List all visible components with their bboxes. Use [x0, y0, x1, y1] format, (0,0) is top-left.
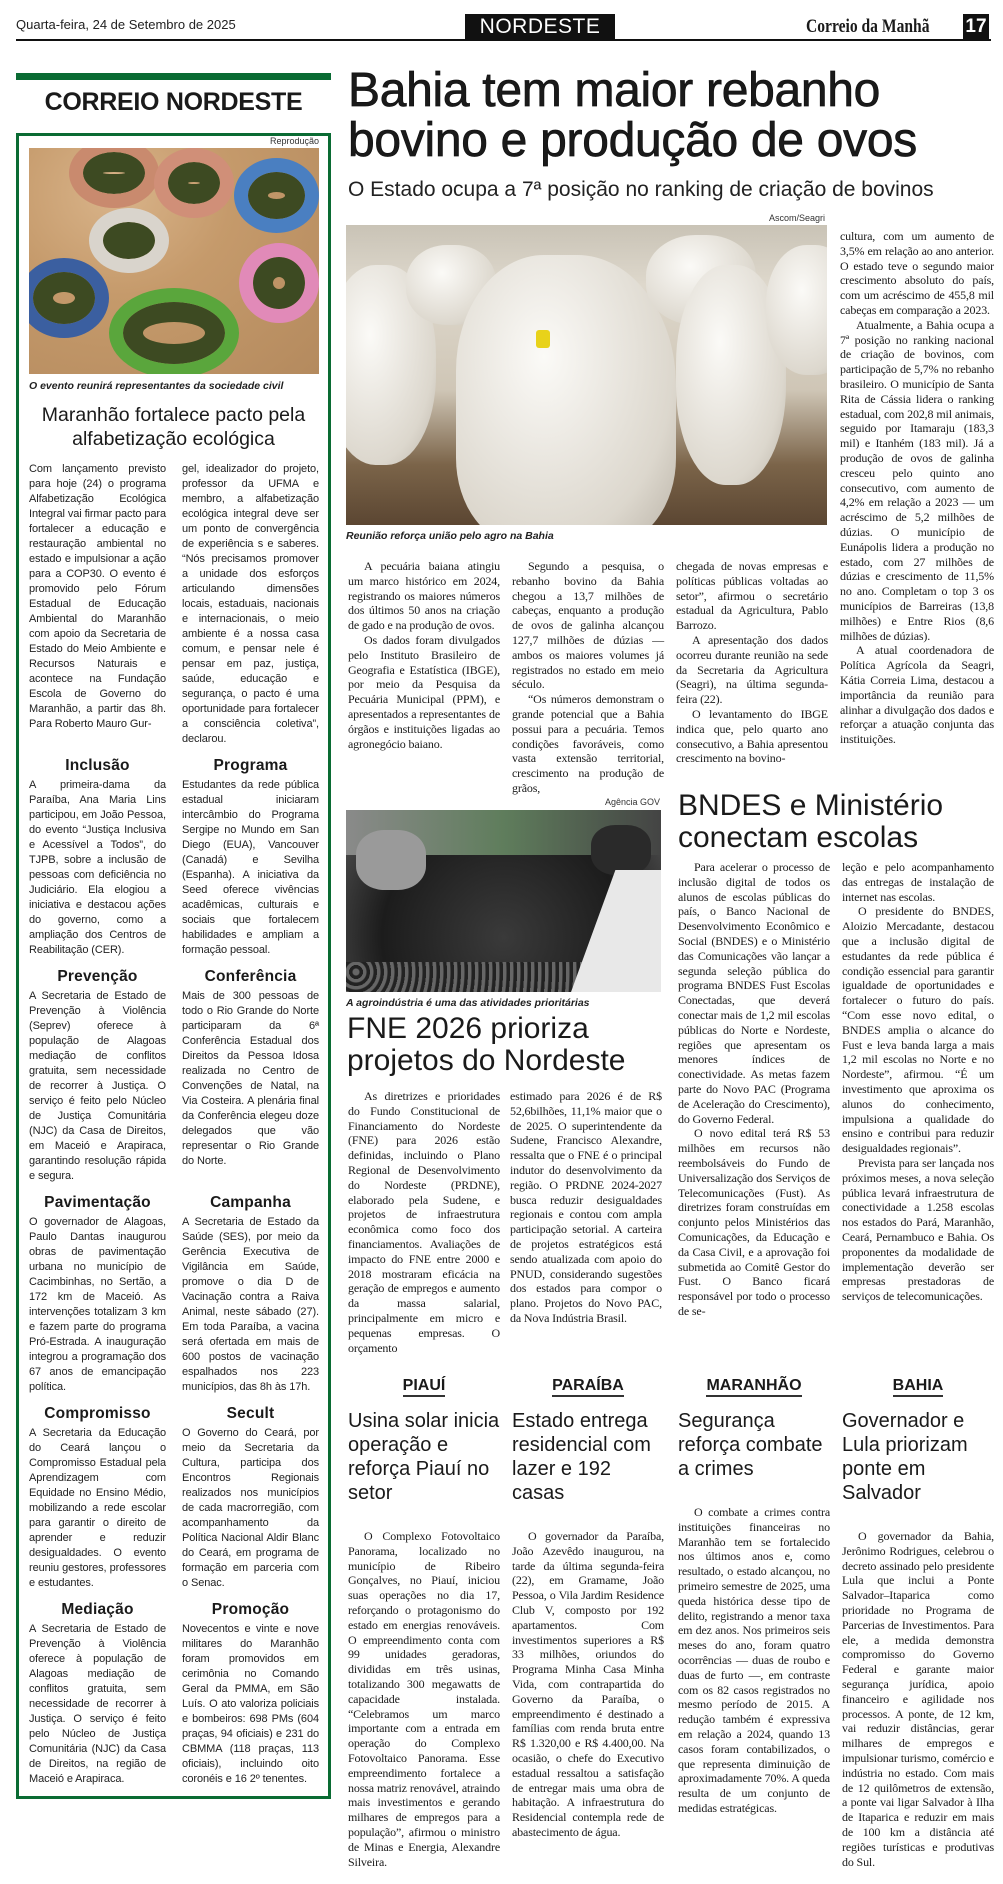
sidebar-brief: [29, 958, 166, 1184]
state-story-paraiba: [512, 1377, 664, 1840]
fne-photo-grapes: [346, 810, 661, 992]
brief-text: Mais de 300 pessoas de todo o Rio Grande do Norte participaram da 6ª Conferência Estadual dos Direitos da Pessoa Idosa realizada no Centro de Convenções de Natal, na Via Costeira. A plenária final da Conferência elegeu doze delegados que vão representar o Rio Grande do Norte.: [182, 990, 319, 1167]
state-headline: Governador e Lula priorizam ponte em Salvador: [842, 1410, 968, 1504]
sidebar-lead-col1: Com lançamento previsto para hoje (24) o programa Alfabetização Ecológica Integral vai firmar pacto para fortalecer a educação e restauração ambiental no estado e impulsionar a ação para a COP30. O evento é promovido pelo Fórum Estadual de Educação Ambiental do Maranhão com apoio da Secretaria de Estado do Meio Ambiente e Recursos Naturais e acontece na Fundação Escola de Governo do Maranhão, a partir das 8h. Para Roberto Mauro Gur-: [29, 463, 167, 730]
brief-text: A Secretaria da Educação do Ceará lançou o Compromisso Estadual pela Aprendizagem com Equidade no Ensino Médio, mobilizando a rede escolar para garantir o direito de aprender e reduzir desigualdades. O evento reuniu gestores, professores e estudantes.: [29, 1427, 166, 1589]
paragraph: chegada de novas empresas e políticas públicas voltadas ao setor”, afirmou o secretário estadual da Agricultura, Pablo Barrozo.: [676, 559, 828, 633]
brief-text: A Secretaria de Estado de Prevenção à Violência oferece à população de Alagoas mediação de conflitos gratuita, sem necessidade de recorrer à Justiça. O serviço é feito pelo Núcleo de Justiça Comunitária (NJC) da Casa de Direitos, na região de Maceió e Arapiraca.: [29, 1623, 166, 1785]
state-headline: Estado entrega residencial com lazer e 192 casas: [512, 1410, 651, 1504]
sidebar-brief: [182, 747, 319, 958]
brief-text: A primeira-dama da Paraíba, Ana Maria Lins participou, em João Pessoa, do evento “Justiça Inclusiva e Acessível a Todos”, do TJPB, sobre a inclusão de pessoas com deficiência no Judiciário. Ela elogiou a iniciativa e destacou ações do governo, como a ampliação dos Centros de Reabilitação (CER).: [29, 779, 166, 956]
fne-headline: FNE 2026 prioriza projetos do Nordeste: [347, 1012, 626, 1077]
sidebar-brief: [182, 1184, 319, 1395]
brief-text: O governador de Alagoas, Paulo Dantas inaugurou obras de pavimentação urbana no município de Cacimbinhas, no Sertão, a 172 km de Maceió. As intervenções totalizam 3 km e fazem parte do programa Pró-Estrada. A inauguração integrou a programação dos 67 anos de emancipação política.: [29, 1216, 166, 1393]
sidebar-brief: [182, 1591, 319, 1787]
sidebar-content: [29, 462, 319, 1787]
brief-title: Secult: [226, 1405, 275, 1422]
main-headline: Bahia tem maior rebanho bovino e produção de ovos: [348, 64, 917, 167]
sidebar-accent-bar: [16, 73, 331, 80]
state-story-piaui: [348, 1377, 500, 1869]
main-photo-caption: Reunião reforça união pelo agro na Bahia: [346, 530, 554, 542]
paragraph: A pecuária baiana atingiu um marco histórico em 2024, registrando os maiores números dos últimos 50 anos na criação de gado e na produção de ovos.: [348, 559, 500, 633]
state-label: MARANHÃO: [706, 1377, 801, 1397]
sidebar-brief: [29, 1591, 166, 1787]
brief-title: Promoção: [211, 1601, 290, 1618]
paragraph: cultura, com um aumento de 3,5% em relação ao ano anterior. O estado teve o segundo maior crescimento absoluto do país, com um acréscimo de 455,8 mil cabeças em comparação a 2023.: [840, 229, 994, 317]
paragraph: leção e pelo acompanhamento das entregas de instalação de internet nas escolas.: [842, 860, 994, 904]
paragraph: “Os números demonstram o grande potencial que a Bahia possui para a pecuária. Temos condições favoráveis, como vasta extensão territorial, crescimento na produção de grãos,: [512, 692, 664, 795]
sidebar-brief: [29, 747, 166, 958]
state-headline: Segurança reforça combate a crimes: [678, 1410, 823, 1480]
photo-credit: Reprodução: [269, 136, 319, 146]
brief-title: Programa: [213, 757, 288, 774]
sidebar-lead-col2: gel, idealizador do projeto, professor da UFMA e membro, a alfabetização ecológica integral deve ser um ponto de convergência de experiência s e saberes. “Nós precisamos promover a unidade dos esforços articulando dimensões locais, estaduais, nacionais e internacionais, o meio ambiente é a nossa casa comum, e pensar nele é pensar em paz, justiça, saúde, educação e segurança, o pacto é uma oportunidade para fortalecer a consciência coletiva”, declarou.: [182, 463, 319, 745]
main-body-col1: [348, 559, 500, 751]
brief-text: Novecentos e vinte e nove militares do Maranhão foram promovidos em cerimônia no Comando Geral da PMMA, em São Luís. O ato valoriza policiais e bombeiros: 698 PMs (604 praças, 94 oficiais) e 231 do CBMMA (118 praças, 113 oficiais), incluindo oito coronéis e 16 2º tenentes.: [182, 1623, 319, 1785]
paragraph: A atual coordenadora de Política Agrícola da Seagri, Kátia Correia Lima, destacou a importância da reunião para alinhar a divulgação dos dados e reforçar a atuação conjunta das instituições.: [840, 643, 994, 747]
paragraph: O levantamento do IBGE indica que, pelo quarto ano consecutivo, a Bahia apresentou crescimento na bovino-: [676, 706, 828, 766]
section-label: NORDESTE: [465, 14, 615, 39]
state-label: BAHIA: [893, 1377, 944, 1397]
brief-text: Estudantes da rede pública estadual iniciaram intercâmbio do Programa Sergipe no Mundo em San Diego (EUA), Vancouver (Canadá) e Sevilha (Espanha). A iniciativa da Seed oferece vivências acadêmicas, culturais e sociais que fortalecem habilidades e ampliam a formação pessoal.: [182, 779, 319, 956]
brief-title: Prevenção: [57, 968, 138, 985]
main-subtitle: O Estado ocupa a 7ª posição no ranking de criação de bovinos: [348, 178, 934, 201]
sidebar-headline: Maranhão fortalece pacto pela alfabetização ecológica: [41, 404, 306, 450]
bndes-body-col2: [842, 860, 994, 1304]
main-body-col3: [676, 559, 828, 766]
brief-text: A Secretaria de Estado da Saúde (SES), por meio da Gerência Executiva de Vigilância em Saúde, promove o dia D de Vacinação contra a Raiva Animal, neste sábado (27). Em toda Paraíba, a vacina será ofertada em mais de 600 postos de vacinação espalhados nos 223 municípios, das 8h às 17h.: [182, 1216, 319, 1393]
photo-credit: Ascom/Seagri: [768, 213, 825, 223]
brief-title: Mediação: [61, 1601, 134, 1618]
state-body: O governador da Paraíba, João Azevêdo inaugurou, na tarde da última segunda-feira (22), em Gramame, João Pessoa, o Vila Jardim Residence Club V, composto por 192 apartamentos. Com investimentos superiores a R$ 33 milhões, oriundos do Programa Minha Casa Minha Vida, com contrapartida do Governo da Paraíba, o empreendimento é destinado a famílias com renda bruta entre R$ 1.320,00 e R$ 4.400,00. Na ocasião, o chefe do Executivo estadual ressaltou a satisfação de entregar mais uma obra de habitação. A infraestrutura do Residencial contempla rede de abastecimento de água.: [512, 1529, 664, 1839]
state-label: PARAÍBA: [552, 1377, 624, 1397]
paragraph: Os dados foram divulgados pelo Instituto Brasileiro de Geografia e Estatística (IBGE), por meio da Pesquisa da Pecuária Municipal (PPM), e apresentados a representantes de órgãos e instituições ligadas ao agronegócio baiano.: [348, 632, 500, 751]
header-rule: [16, 39, 991, 41]
sidebar-brief: [29, 1395, 166, 1591]
state-story-bahia: [842, 1377, 994, 1869]
issue-date: Quarta-feira, 24 de Setembro de 2025: [16, 17, 236, 32]
state-body: O Complexo Fotovoltaico Panorama, localizado no município de Ribeiro Gonçalves, no Piauí, iniciou suas operações no dia 17, reforçando o protagonismo do estado em energias renováveis. O empreendimento conta com 99 unidades geradoras, divididas em três usinas, totalizando 300 megawatts de capacidade instalada. “Celebramos um marco importante com a entrada em operação do Complexo Fotovoltaico Panorama. Esse empreendimento fortalece a nossa matriz renovável, atraindo mais investimentos e gerando milhares de empregos para a população”, afirmou o ministro de Minas e Energia, Alexandre Silveira.: [348, 1529, 500, 1869]
brief-title: Inclusão: [65, 757, 130, 774]
state-body: O governador da Bahia, Jerônimo Rodrigues, celebrou o decreto assinado pelo presidente Lula que inclui a Ponte Salvador–Itaparica como prioridade no Programa de Parcerias de Investimentos. Para ele, a medida demonstra compromisso do Governo Federal e garante maior segurança jurídica, apoio financeiro e agilidade nos processos. A ponte, de 12 km, vai reduzir distâncias, gerar milhares de empregos e impulsionar turismo, comércio e indústria no estado. Com mais de 12 quilômetros de extensão, a ponte vai ligar Salvador à Ilha de Itaparica e reduzir em mais de 100 km a distância até regiões turísticas e produtivas do Sul.: [842, 1529, 994, 1869]
sidebar-photo-caption: O evento reunirá representantes da sociedade civil: [29, 380, 284, 392]
brief-title: Compromisso: [44, 1405, 151, 1422]
brief-title: Conferência: [204, 968, 297, 985]
bndes-headline: BNDES e Ministério conectam escolas: [678, 789, 944, 854]
paragraph: O presidente do BNDES, Aloizio Mercadante, destacou que a inclusão digital de estudantes da rede pública é condição essencial para garantir igualdade de oportunidades e fortalecer o futuro do país. “Com esse novo edital, o BNDES amplia o alcance do Fust e leva banda larga a mais 1,2 mil escolas no Norte e no Nordeste”, afirmou. “É um investimento que aproxima os alunos do conhecimento, impulsiona a qualidade do ensino e contribui para reduzir desigualdades regionais”.: [842, 904, 994, 1156]
sidebar-title: CORREIO NORDESTE: [44, 88, 303, 116]
paragraph: estimado para 2026 é de R$ 52,6bilhões, 11,1% maior que o de 2025. O superintendente da Sudene, Francisco Alexandre, ressalta que o FNE é o principal indutor do desenvolvimento da região. O PRDNE 2024-2027 busca reduzir desigualdades regionais e contou com ampla participação setorial. A carteira de projetos estratégicos está sendo atualizada com apoio do PNUD, considerando sugestões dos estados para compor o plano. Projetos do Novo PAC, da Nova Indústria Brasil.: [510, 1089, 662, 1325]
page-number: 17: [963, 14, 989, 39]
brief-title: Campanha: [210, 1194, 291, 1211]
photo-credit: Agência GOV: [604, 797, 660, 807]
fne-photo-caption: A agroindústria é uma das atividades prioritárias: [346, 997, 590, 1009]
main-photo-cattle: [346, 225, 827, 525]
sidebar-brief: [182, 1395, 319, 1591]
main-body-col4: [840, 229, 994, 747]
newspaper-logo: Correio da Manhã: [806, 16, 930, 37]
state-story-maranhao: [678, 1377, 830, 1816]
main-body-col2: [512, 559, 664, 796]
fne-body-col1: [348, 1089, 500, 1355]
paragraph: Para acelerar o processo de inclusão digital de todos os alunos de escolas públicas do país, o Banco Nacional de Desenvolvimento Econômico e Social (BNDES) e o Ministério das Comunicações vão lançar a segunda seleção pública do programa BNDES Fust Escolas Conectadas, que deverá conectar mais de 1,2 mil escolas públicas do Norte e Nordeste, regiões que apresentam os menores índices de conectividade. As metas fazem parte do Novo PAC (Programa de Aceleração do Crescimento), do Governo Federal.: [678, 860, 830, 1126]
brief-title: Pavimentação: [44, 1194, 151, 1211]
paragraph: Prevista para ser lançada nos próximos meses, a nova seleção pública levará infraestrutura de conectividade a 1.258 escolas nos estados do Pará, Maranhão, Ceará, Pernambuco e Bahia. Os proponentes da modalidade de implementação deverão ser empresas prestadoras de serviços de telecomunicações.: [842, 1155, 994, 1304]
sidebar-brief: [29, 1184, 166, 1395]
paragraph: Atualmente, a Bahia ocupa a 7ª posição no ranking nacional de criação de bovinos, com participação de 5,7% no rebanho brasileiro. O município de Santa Rita de Cássia lidera o ranking estadual, com 202,8 mil animais, seguido por Itamaraju (183,3 mil) e Itanhém (183 mil). Já a produção de ovos de galinha cresceu pelo quinto ano consecutivo, com aumento de 4,2% em relação a 2023 — um acréscimo de 5,2 milhões de dúzias. O município de Eunápolis lidera a produção no estado, com 27 milhões de dúzias e crescimento de 11,5% no ano. Completam o top 3 os municípios de Barreiras (13,8 milhões) e Entre Rios (8,6 milhões de dúzias).: [840, 317, 994, 643]
bndes-body-col1: [678, 860, 830, 1319]
state-body: O combate a crimes contra instituições financeiras no Maranhão tem se fortalecido nos últimos anos e, como resultado, o estado alcançou, no primeiro semestre de 2025, uma queda histórica desse tipo de delito, registrando a menor taxa em dez anos. Nos primeiros seis meses do ano, foram quatro ocorrências — duas de roubo e duas de furto —, em contraste com os 82 casos registrados no mesmo período de 2015. A redução também é expressiva em relação a 2024, quando 13 casos foram contabilizados, o que representa diminuição de aproximadamente 70%. A queda resulta de um conjunto de medidas estratégicas.: [678, 1505, 830, 1815]
state-headline: Usina solar inicia operação e reforça Piauí no setor: [348, 1410, 500, 1504]
fne-body-col2: [510, 1089, 662, 1326]
state-label: PIAUÍ: [403, 1377, 446, 1397]
paragraph: Segundo a pesquisa, o rebanho bovino da Bahia chegou a 13,7 milhões de cabeças, enquanto a produção de ovos de galinha alcançou 127,7 milhões de dúzias — ambos os maiores volumes já registrados no estado em meio século.: [512, 559, 664, 692]
sidebar-photo-tires: [29, 148, 319, 374]
paragraph: As diretrizes e prioridades do Fundo Constitucional de Financiamento do Nordeste (FNE) para 2026 estão definidas, incluindo o Plano Regional de Desenvolvimento do Nordeste (PRDNE), elaborado pela Sudene, e projetos de infraestrutura econômica como foco dos financiamentos. Avaliações de impacto do FNE entre 2000 e 2018 mostraram eficácia na geração de empregos e aumento da massa salarial, principalmente em micro e pequenas empresas. O orçamento: [348, 1089, 500, 1355]
sidebar-brief: [182, 958, 319, 1184]
brief-text: A Secretaria de Estado de Prevenção à Violência (Seprev) oferece à população de Alagoas mediação de conflitos gratuita, sem necessidade de recorrer à Justiça. O serviço é feito pelo Núcleo de Justiça Comunitária (NJC) da Casa de Direitos, em Maceió e Arapiraca, garantindo resolução rápida e segura.: [29, 990, 166, 1182]
brief-text: O Governo do Ceará, por meio da Secretaria da Cultura, participa dos Encontros Regionais realizados nos municípios de cada macrorregião, com acompanhamento da Política Nacional Aldir Blanc do Ceará, em programa de formação em parceria com o Senac.: [182, 1427, 319, 1589]
paragraph: A apresentação dos dados ocorreu durante reunião na sede da Secretaria da Agricultura (Seagri), na última segunda-feira (22).: [676, 632, 828, 707]
paragraph: O novo edital terá R$ 53 milhões em recursos não reembolsáveis do Fundo de Universalização dos Serviços de Telecomunicações (Fust). As diretrizes foram construídas em conjunto pelos Ministérios das Comunicações, da Educação e da Casa Civil, e a aprovação foi submetida ao Comitê Gestor do Fust. O Banco ficará responsável por todo o processo de se-: [678, 1126, 830, 1318]
